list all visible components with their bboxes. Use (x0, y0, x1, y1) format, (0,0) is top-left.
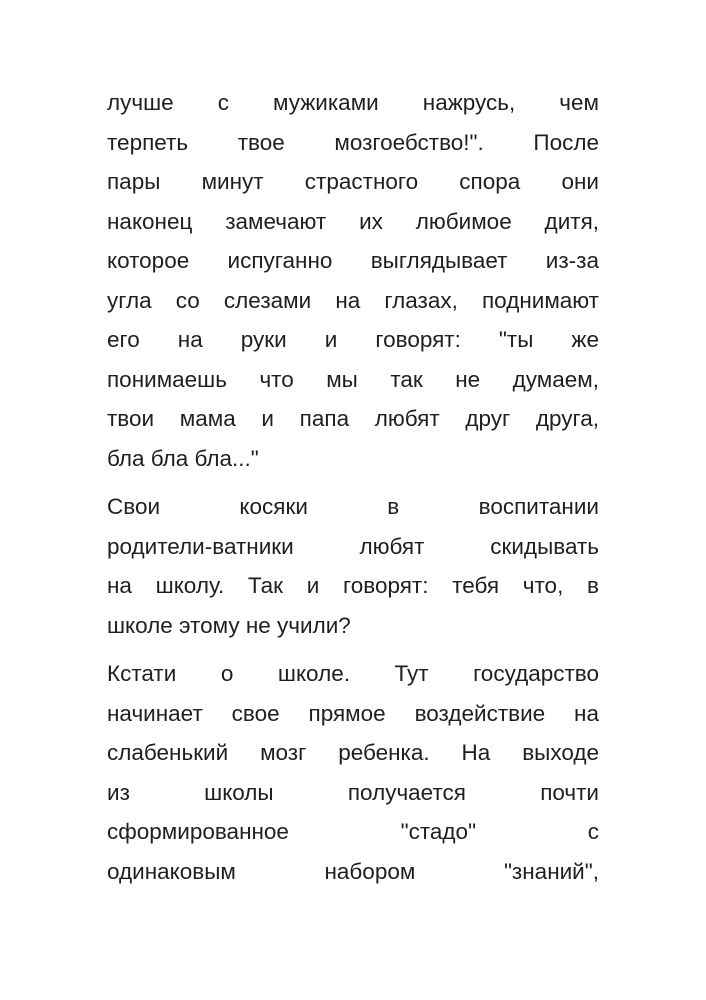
text-line: его на руки и говорят: "ты же (107, 327, 599, 352)
text-line: начинает свое прямое воздействие на (107, 700, 599, 726)
text-line: бла бла бла..." (107, 445, 259, 471)
text-line: на школу. Так и говорят: тебя что, в (107, 573, 599, 598)
text-line: угла со слезами на глазах, поднимают (107, 287, 599, 313)
text-line: наконец замечают их любимое дитя, (107, 208, 599, 234)
text-line: сформированное "стадо" с (107, 819, 599, 844)
text-line: которое испуганно выглядывает из-за (107, 248, 599, 273)
text-line: пары минут страстного спора они (107, 169, 599, 194)
paragraph (107, 83, 599, 478)
paragraph (107, 487, 599, 645)
text-line: школе этому не учили? (107, 612, 351, 638)
text-line: терпеть твое мозгоебство!". После (107, 129, 599, 155)
text-line: родители-ватники любят скидывать (107, 533, 599, 559)
text-line: понимаешь что мы так не думаем, (107, 366, 599, 392)
paragraph (107, 654, 599, 891)
text-line: из школы получается почти (107, 779, 599, 805)
text-line: слабенький мозг ребенка. На выходе (107, 740, 599, 765)
text-line: одинаковым набором "знаний", (107, 858, 599, 884)
text-line: Кстати о школе. Тут государство (107, 661, 599, 686)
text-line: твои мама и папа любят друг друга, (107, 406, 599, 431)
text-line: лучше с мужиками нажрусь, чем (107, 90, 599, 115)
text-line: Свои косяки в воспитании (107, 494, 599, 519)
